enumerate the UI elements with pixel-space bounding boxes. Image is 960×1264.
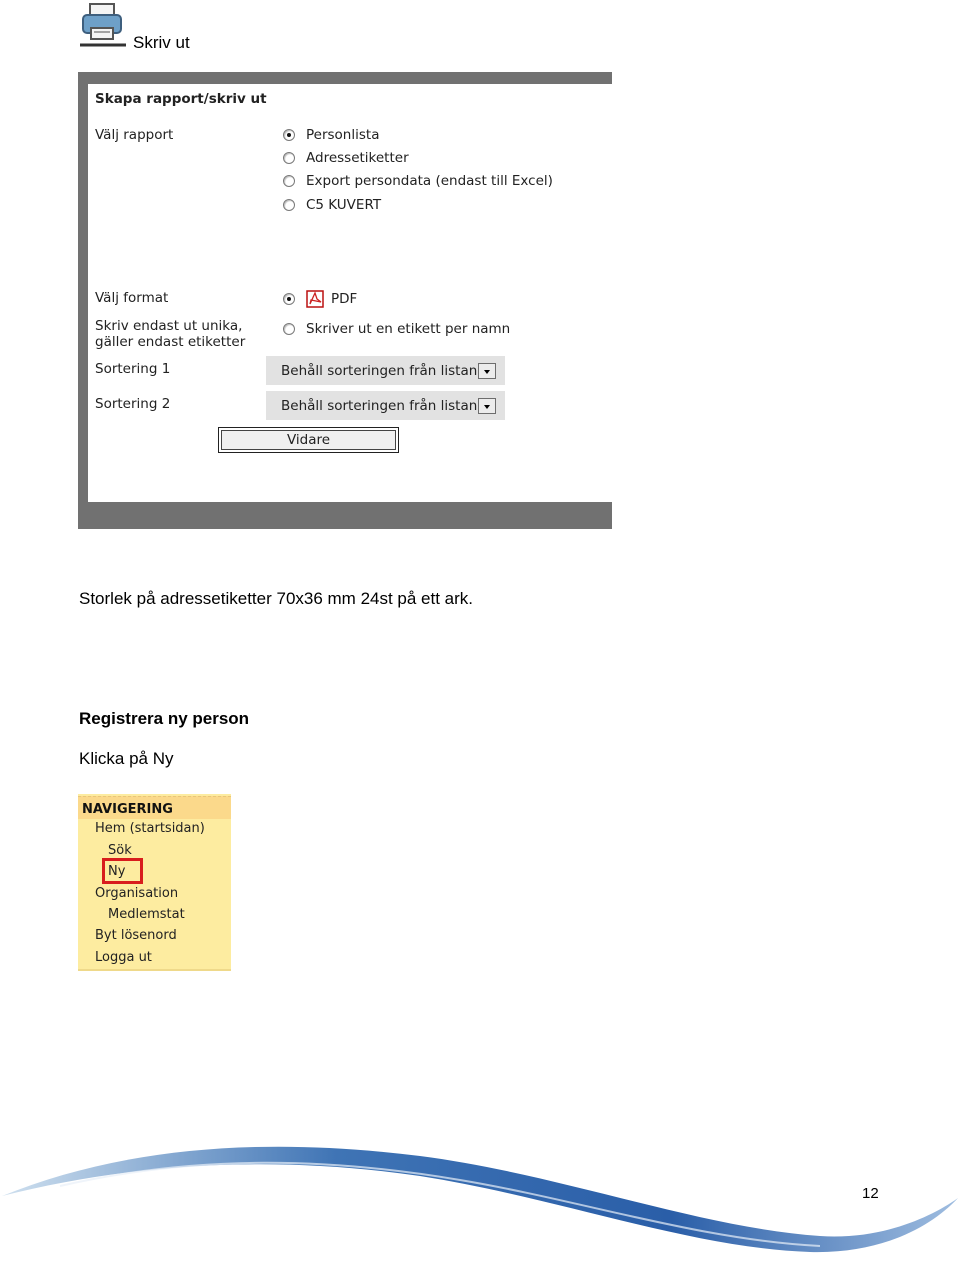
section-title: Skriv ut xyxy=(133,33,190,52)
report-option-export[interactable]: Export persondata (endast till Excel) xyxy=(283,172,553,190)
chevron-down-icon[interactable] xyxy=(478,363,496,379)
report-option-c5-kuvert[interactable]: C5 KUVERT xyxy=(283,196,381,214)
register-heading: Registrera ny person xyxy=(79,709,250,728)
report-form xyxy=(88,84,612,502)
footer-swoosh xyxy=(0,1128,960,1264)
report-screenshot xyxy=(78,72,612,529)
nav-item-organisation[interactable]: Organisation xyxy=(95,886,179,901)
sort1-select[interactable] xyxy=(266,356,505,385)
navigation-panel xyxy=(78,794,231,971)
choose-report-label: Välj rapport xyxy=(95,127,174,143)
chevron-down-icon[interactable] xyxy=(478,398,496,414)
unique-option[interactable]: Skriver ut en etikett per namn xyxy=(283,320,510,338)
radio-unselected[interactable] xyxy=(283,175,295,187)
unique-label-line2: gäller endast etiketter xyxy=(95,334,246,350)
radio-unselected[interactable] xyxy=(283,323,295,335)
sort1-value: Behåll sorteringen från listan xyxy=(281,363,477,379)
radio-selected[interactable] xyxy=(283,129,295,141)
register-instruction: Klicka på Ny xyxy=(79,749,174,768)
form-title: Skapa rapport/skriv ut xyxy=(95,91,267,107)
nav-item-ny[interactable]: Ny xyxy=(108,864,126,879)
nav-item-sok[interactable]: Sök xyxy=(108,843,132,858)
page-number: 12 xyxy=(862,1185,879,1202)
radio-selected[interactable] xyxy=(283,293,295,305)
radio-unselected[interactable] xyxy=(283,199,295,211)
navigation-title: NAVIGERING xyxy=(82,802,173,817)
sort1-label: Sortering 1 xyxy=(95,361,171,377)
sort2-select[interactable] xyxy=(266,391,505,420)
navigation-header xyxy=(78,796,231,819)
unique-label-line1: Skriv endast ut unika, xyxy=(95,318,243,334)
sort2-value: Behåll sorteringen från listan xyxy=(281,398,477,414)
report-option-personlista[interactable]: Personlista xyxy=(283,126,379,144)
sort2-label: Sortering 2 xyxy=(95,396,171,412)
vidare-button[interactable]: Vidare xyxy=(218,427,399,453)
label-size-text: Storlek på adressetiketter 70x36 mm 24st på ett ark. xyxy=(79,589,474,608)
nav-item-medlemstat[interactable]: Medlemstat xyxy=(108,907,185,922)
report-option-adressetiketter[interactable]: Adressetiketter xyxy=(283,149,409,167)
nav-item-hem[interactable]: Hem (startsidan) xyxy=(95,821,205,836)
format-option-pdf[interactable]: PDF xyxy=(283,290,357,308)
nav-item-logga-ut[interactable]: Logga ut xyxy=(95,950,152,965)
pdf-icon xyxy=(306,290,324,308)
radio-unselected[interactable] xyxy=(283,152,295,164)
printer-icon xyxy=(80,2,126,48)
nav-item-byt-losenord[interactable]: Byt lösenord xyxy=(95,928,177,943)
highlight-box xyxy=(102,858,143,884)
choose-format-label: Välj format xyxy=(95,290,169,306)
